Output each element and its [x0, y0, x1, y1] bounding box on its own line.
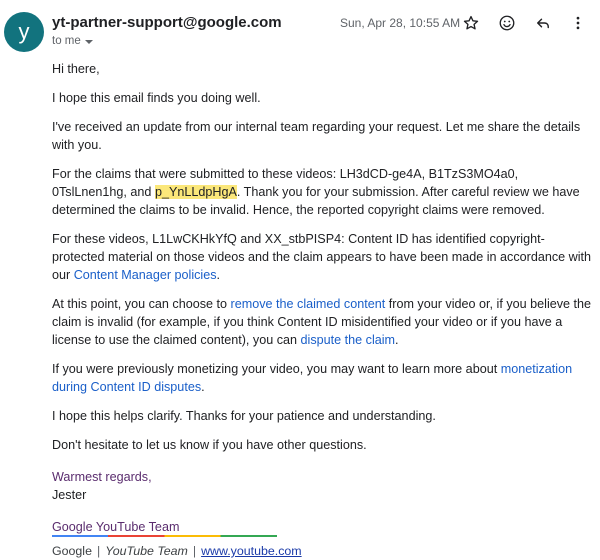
- email-body: [52, 60, 592, 560]
- avatar[interactable]: [4, 12, 44, 52]
- footer-separator-2: |: [192, 544, 197, 558]
- dispute-claim-link[interactable]: dispute the claim: [300, 333, 396, 347]
- youtube-website-link[interactable]: www.youtube.com: [201, 544, 302, 558]
- paragraph-3-text: For the claims that were submitted to these videos: LH3dCD-ge4A, B1TzS3MO4a0, 0TslLnen1hg, and: [52, 167, 519, 199]
- highlighted-video-id: p_YnLLdpHgA: [154, 185, 237, 199]
- paragraph-6-text-end: .: [201, 380, 205, 394]
- paragraph-6-text: If you were previously monetizing your video, you may want to learn more about: [52, 362, 501, 376]
- paragraph-4-text: For these videos, L1LwCKHkYfQ and XX_stbPISP4: Content ID has identified copyright-protected material on those videos and the claim appears to have been made in accordance with our: [52, 232, 592, 282]
- more-vert-icon: [569, 14, 587, 32]
- signature: [52, 468, 592, 560]
- paragraph-2: I've received an update from our internal team regarding your request. Let me share the details with you.: [52, 120, 581, 152]
- more-options-button[interactable]: [567, 12, 589, 34]
- signature-name: Jester: [52, 488, 87, 502]
- avatar-letter: y: [18, 19, 30, 44]
- signature-team: Google YouTube Team: [52, 518, 277, 539]
- paragraph-7: I hope this helps clarify. Thanks for your patience and understanding.: [52, 409, 436, 423]
- paragraph-3-text-end: . Thank you for your submission. After careful review we have determined the claims to be invalid. Hence, the reported copyright claims were removed.: [52, 185, 580, 217]
- paragraph-5-text: At this point, you can choose to: [52, 297, 231, 311]
- paragraph-8: Don't hesitate to let us know if you have other questions.: [52, 438, 367, 452]
- reply-button[interactable]: [532, 12, 554, 34]
- emoji-reaction-button[interactable]: [496, 12, 518, 34]
- star-icon: [462, 14, 480, 32]
- sender-address[interactable]: yt-partner-support@google.com: [52, 14, 282, 31]
- monetization-disputes-link[interactable]: monetization during Content ID disputes: [52, 362, 573, 394]
- email-date: Sun, Apr 28, 10:55 AM: [340, 16, 461, 30]
- signature-closing: Warmest regards,: [52, 470, 152, 484]
- content-manager-policies-link[interactable]: Content Manager policies: [73, 268, 217, 282]
- paragraph-1: I hope this email finds you doing well.: [52, 91, 261, 105]
- reply-icon: [534, 14, 552, 32]
- paragraph-6: [52, 360, 592, 396]
- footer-separator-1: |: [96, 544, 101, 558]
- footer-company: Google: [52, 544, 92, 558]
- paragraph-4-text-end: .: [216, 268, 221, 282]
- star-button[interactable]: [460, 12, 482, 34]
- greeting: Hi there,: [52, 62, 100, 76]
- recipient-label: to me: [52, 35, 81, 47]
- remove-claimed-content-link[interactable]: remove the claimed content: [230, 297, 386, 311]
- paragraph-5-text-middle: from your video or, if you believe the claim is invalid (for example, if you think Content ID misidentified your video or if you have a license to use the claimed content), you can: [52, 297, 592, 347]
- caret-down-icon: [85, 40, 93, 44]
- footer-team: YouTube Team: [105, 544, 188, 558]
- paragraph-5-text-end: .: [395, 333, 399, 347]
- paragraph-5: [52, 295, 592, 349]
- signature-footer: [52, 542, 592, 560]
- paragraph-3: [52, 165, 592, 219]
- recipient-toggle[interactable]: [52, 35, 93, 47]
- emoji-icon: [498, 14, 516, 32]
- paragraph-4: [52, 230, 592, 284]
